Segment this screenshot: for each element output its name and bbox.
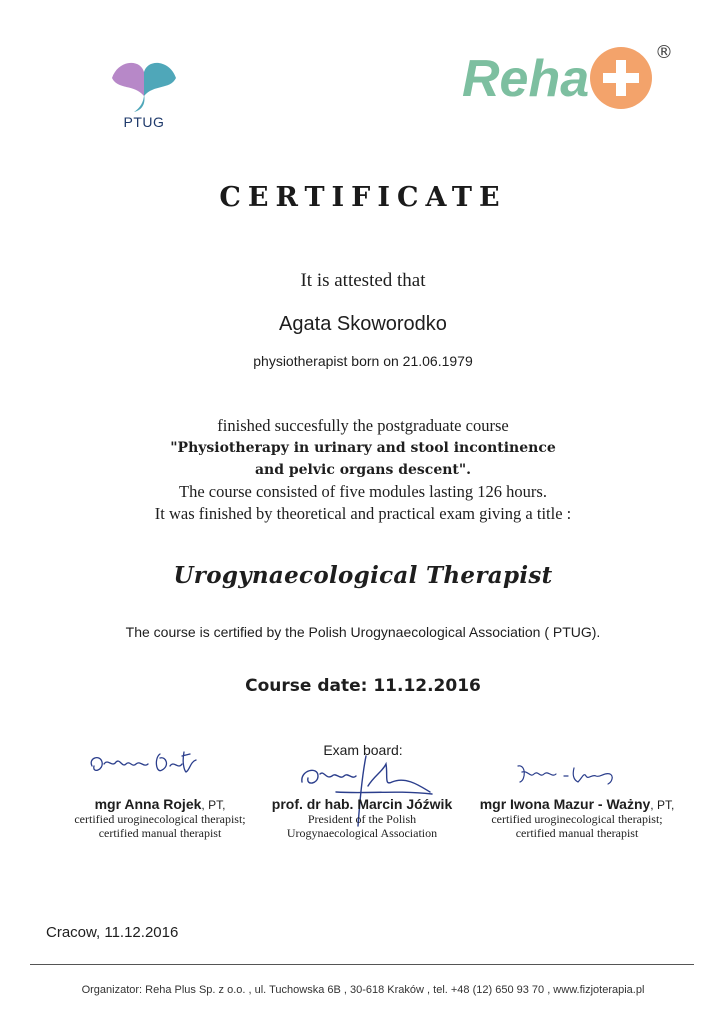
recipient-birth: physiotherapist born on 21.06.1979 [253, 353, 473, 369]
signer-center-name: prof. dr hab. Marcin Jóźwik [271, 796, 453, 812]
registered-mark: ® [655, 42, 673, 63]
exam-board-label: Exam board: [323, 742, 403, 758]
signer-right-name: mgr Iwona Mazur - Ważny [479, 796, 651, 812]
attested-text: It is attested that [300, 270, 426, 291]
signer-left-role1: certified uroginecological therapist; [74, 812, 246, 826]
signer-left-role2: certified manual therapist [98, 826, 222, 840]
course-name-line1: "Physiotherapy in urinary and stool incontinence [170, 440, 556, 456]
signer-center-role2: Urogynaecological Association [286, 826, 438, 840]
organizer-footer: Organizator: Reha Plus Sp. z o.o. , ul. Tuchowska 6B , 30-618 Kraków , tel. +48 (12) 650 93 70 , www.fizjoterapia.pl [81, 984, 645, 996]
signer-right-suffix: , PT, [650, 798, 675, 812]
certificate-title: CERTIFICATE [219, 182, 507, 213]
signer-left-name-row [40, 796, 280, 812]
signer-right [462, 796, 692, 840]
signer-left-suffix: , PT, [201, 798, 226, 812]
finished-text: finished succesfully the postgraduate course [217, 416, 509, 435]
signer-right-role2: certified manual therapist [515, 826, 639, 840]
footer-divider [30, 964, 694, 965]
course-name-line2: and pelvic organs descent". [254, 462, 472, 478]
signature-left [86, 744, 206, 784]
place-and-date: Cracow, 11.12.2016 [46, 924, 179, 941]
signer-left-name: mgr Anna Rojek [94, 796, 202, 812]
signer-left [40, 796, 280, 840]
reha-plus-logo [458, 38, 678, 110]
signer-center-role1: President of the Polish [307, 812, 417, 826]
course-duration: The course consisted of five modules lasting 126 hours. [179, 482, 547, 501]
signer-right-name-row [462, 796, 692, 812]
certified-by-text: The course is certified by the Polish Urogynaecological Association ( PTUG). [125, 624, 601, 640]
reha-logo-text: Reha [462, 50, 590, 108]
signature-right [512, 760, 622, 790]
signer-right-role1: certified uroginecological therapist; [491, 812, 663, 826]
awarded-title: Urogynaecological Therapist [173, 562, 553, 589]
ptug-logo-label: PTUG [123, 114, 165, 130]
exam-text: It was finished by theoretical and practical exam giving a title : [154, 504, 572, 523]
signer-center [262, 796, 462, 840]
recipient-name: Agata Skoworodko [279, 313, 447, 335]
course-date: Course date: 11.12.2016 [245, 676, 481, 696]
